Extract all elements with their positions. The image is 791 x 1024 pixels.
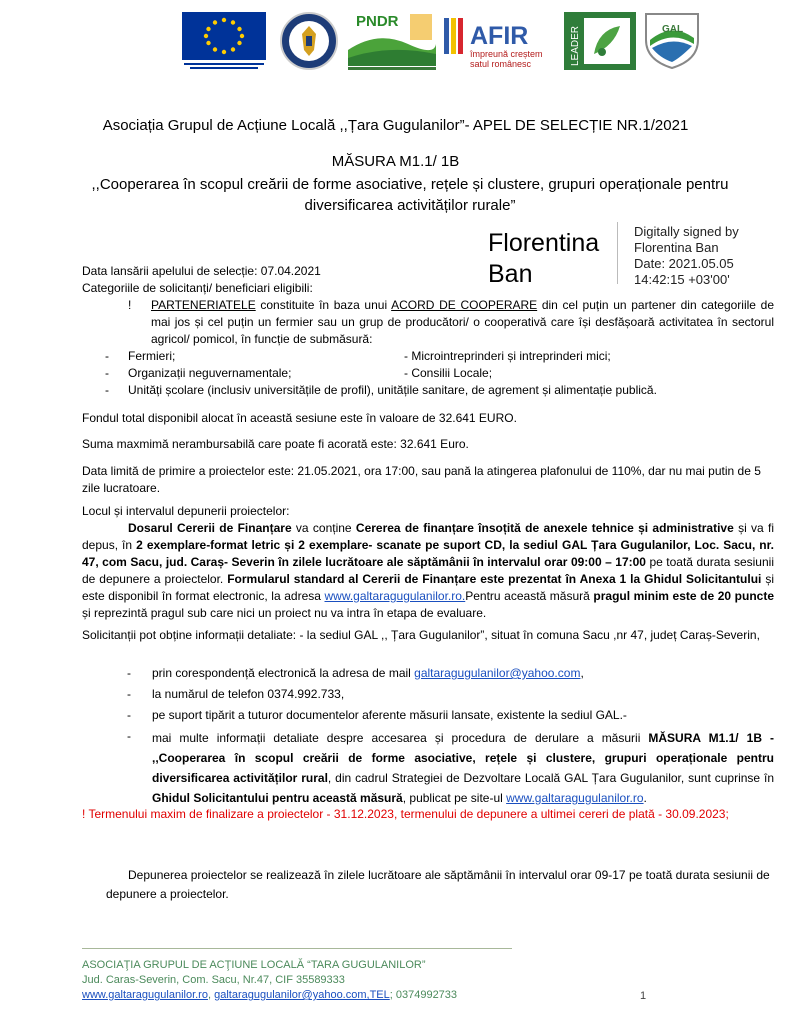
text-span: ,	[580, 666, 584, 680]
category-schools-label: Unități școlare (inclusiv universitățile de profil), unitățile sanitare, de agrement și alimentație publică	[128, 383, 654, 397]
signature-signer: Florentina Ban	[634, 240, 719, 255]
category-farmers: Fermieri;	[128, 349, 176, 363]
svg-text:PNDR: PNDR	[356, 13, 399, 30]
application-term: Cererea de finanțare însoțită de anexele tehnice și administrative	[355, 521, 734, 535]
text-span: prin corespondență electronică la adresa de mail	[152, 666, 415, 680]
announcement-title: Asociația Grupul de Acțiune Locală ,,Țara Gugulanilor”- APEL DE SELECȚIE NR.1/2021	[102, 117, 689, 134]
svg-text:împreună creștem: împreună creștem	[470, 49, 543, 59]
exclamation-marker: !	[128, 298, 132, 312]
measure-title: ,,Cooperarea în scopul creării de forme asociative, rețele și clustere, grupuri operaționale pentru diversificarea activităților rurale”	[91, 176, 729, 214]
category-local-councils: - Consilii Locale;	[404, 366, 493, 380]
launch-date: Data lansării apelului de selecție: 07.04.2021	[82, 264, 321, 278]
text-span: .	[643, 791, 647, 805]
bullet-dash: -	[105, 383, 109, 397]
signature-last-name: Ban	[488, 260, 533, 288]
measure-code: MĂSURA M1.1/ 1B	[331, 153, 460, 170]
category-microenterprises-label: Microintreprinderi și intreprinderi mici;	[411, 349, 611, 363]
eu-flag-logo	[180, 10, 268, 72]
website-link[interactable]: www.galtaragugulanilor.ro.	[324, 589, 466, 603]
text-span: Pentru această măsură	[465, 589, 594, 603]
footer-address: Jud. Caras-Severin, Com. Sacu, Nr.47, CIF 35589333	[82, 974, 345, 986]
dossier-paragraph	[82, 520, 774, 622]
dossier-term: Dosarul Cererii de Finanțare	[128, 521, 292, 535]
max-sum-text: Suma maxmimă nerambursabilă care poate fi acorată este: 32.641 Euro.	[82, 437, 469, 451]
signature-time: 14:42:15 +03'00'	[634, 272, 730, 287]
info-item-phone: la numărul de telefon 0374.992.733,	[152, 687, 345, 701]
submission-details: 2 exemplare-format letric și 2 exemplare- scanate pe suport CD, la sediul GAL Țara Gugulanilor, Loc. Sacu, nr. 47, com Sacu, jud. Caraș- Severin în zilele lucrătoare ale săptămânii în intervalul orar 09:00 – 17:00	[82, 538, 774, 569]
footer-email-link[interactable]: galtaragugulanilor@yahoo.com,TEL	[214, 989, 390, 1001]
agreement-term: ACORD DE COOPERARE	[391, 298, 538, 312]
svg-text:AFIR: AFIR	[470, 22, 529, 50]
text-span: , publicat pe site-ul	[402, 791, 507, 805]
bullet-dash: -	[127, 666, 131, 680]
minimum-threshold: pragul minim este de 20 puncte	[593, 589, 774, 603]
info-heading: Solicitanții pot obține informații detaliate:	[82, 628, 297, 642]
category-local-councils-label: Consilii Locale;	[411, 366, 493, 380]
info-item-print: pe suport tipărit a tuturor documentelor aferente măsurii lansate, existente la sediul GAL.-	[152, 708, 627, 722]
svg-text:LEADER: LEADER	[570, 25, 581, 66]
text-span: ,	[207, 989, 215, 1001]
category-ngo: Organizații neguvernamentale;	[128, 366, 292, 380]
svg-text:satul românesc: satul românesc	[470, 59, 532, 69]
closing-paragraph: Depunerea proiectelor se realizează în zilele lucrătoare ale săptămânii în intervalul orar 09-17 pe toată durata sesiunii de depunere a proiectelor.	[106, 868, 770, 901]
partners-paragraph	[151, 297, 774, 348]
text-span: și reprezintă pragul sub care nici un proiect nu va intra în etapa de evaluare.	[82, 606, 487, 620]
form-info: Formularul standard al Cererii de Finanțare este prezentat în Anexa 1 la Ghidul Solicitantului	[227, 572, 762, 586]
footer	[82, 958, 457, 1003]
text-span: va conține	[291, 521, 356, 535]
categories-heading: Categoriile de solicitanți/ beneficiari eligibili:	[82, 281, 313, 295]
text-span: constituite în baza unui	[255, 298, 392, 312]
footer-org-name: ASOCIAŢIA GRUPUL DE ACŢIUNE LOCALĂ “TARA GUGULANILOR”	[82, 959, 426, 971]
info-paragraph	[82, 627, 774, 644]
footer-website-link[interactable]: www.galtaragugulanilor.ro	[82, 989, 208, 1001]
bullet-dash: -	[127, 687, 131, 701]
page-number: 1	[640, 990, 647, 1002]
pndr-logo	[348, 10, 436, 72]
category-microenterprises: - Microintreprinderi și intreprinderi mici;	[404, 349, 611, 363]
footer-divider	[82, 948, 512, 949]
text-span: mai multe informații detaliate despre accesarea și procedura de derulare a măsurii	[152, 731, 649, 745]
leader-logo	[564, 10, 636, 72]
text-span: din cel puțin un partener din categoriile de mai jos și cel puțin un fermier sau un grup de producători/ o cooperativă care își desfășoară activitatea în sectorul agricol/ pomicol, în funcție de submăsură:	[151, 298, 774, 346]
fund-text: Fondul total disponibil alocat în această sesiune este în valoare de 32.641 EURO.	[82, 411, 517, 425]
signature-label: Digitally signed by	[634, 224, 739, 239]
guide-reference: Ghidul Solicitantului pentru această măsură	[152, 791, 403, 805]
deadline-text: Data limită de primire a proiectelor este: 21.05.2021, ora 17:00, sau pană la atingerea plafonului de 110%, dar nu mai putin de 5 zile lucratoare.	[82, 464, 761, 495]
measure-reference: MĂSURA M1.1/ 1B - ,,Cooperarea în scopul creării de forme asociative, rețele și clustere, grupuri operaționale pentru diversificarea activităților rural	[152, 731, 774, 785]
guvernul-romaniei-logo	[278, 10, 340, 72]
afir-logo	[442, 10, 560, 72]
bullet-dash: -	[127, 729, 131, 743]
text-span: și va fi depus, în	[82, 521, 775, 552]
place-heading: Locul și intervalul depunerii proiectelor:	[82, 504, 290, 518]
svg-text:GAL: GAL	[662, 24, 684, 35]
partners-term: PARTENERIATELE	[151, 298, 256, 312]
gal-logo	[640, 10, 704, 72]
signature-first-name: Florentina	[488, 229, 600, 257]
footer-contacts	[82, 988, 457, 1003]
header-logos	[180, 10, 705, 72]
category-schools: Unități școlare (inclusiv universitățile de profil), unitățile sanitare, de agrement și alimentație publică.	[128, 383, 657, 397]
place-heading-label: Locul și intervalul depunerii proiectelor	[82, 504, 287, 518]
website-link[interactable]: www.galtaragugulanilor.ro	[506, 791, 644, 805]
email-link[interactable]: galtaragugulanilor@yahoo.com	[414, 666, 581, 680]
info-location: - la sediul GAL ,, Țara Gugulanilor”, situat în comuna Sacu ,nr 47, județ Caraș-Severin,	[296, 628, 760, 642]
footer-phone: ; 0374992733	[389, 989, 458, 1001]
info-item-details	[152, 728, 774, 808]
text-span: pe toată durata sesiunii de depunere a proiectelor.	[82, 555, 774, 586]
bullet-dash: -	[105, 349, 109, 363]
deadline-warning: ! Termenului maxim de finalizare a proiectelor - 31.12.2023, termenului de depunere a ultimei cereri de plată - 30.09.2023;	[82, 807, 729, 821]
text-span: și este disponibil în format electronic, la adresa	[82, 572, 774, 603]
bullet-dash: -	[127, 708, 131, 722]
info-item-email	[152, 665, 774, 682]
bullet-dash: -	[105, 366, 109, 380]
signature-date: Date: 2021.05.05	[634, 256, 734, 271]
text-span: , din cadrul Strategiei de Dezvoltare Locală GAL Țara Gugulanilor, sunt cuprinse în	[327, 771, 775, 785]
